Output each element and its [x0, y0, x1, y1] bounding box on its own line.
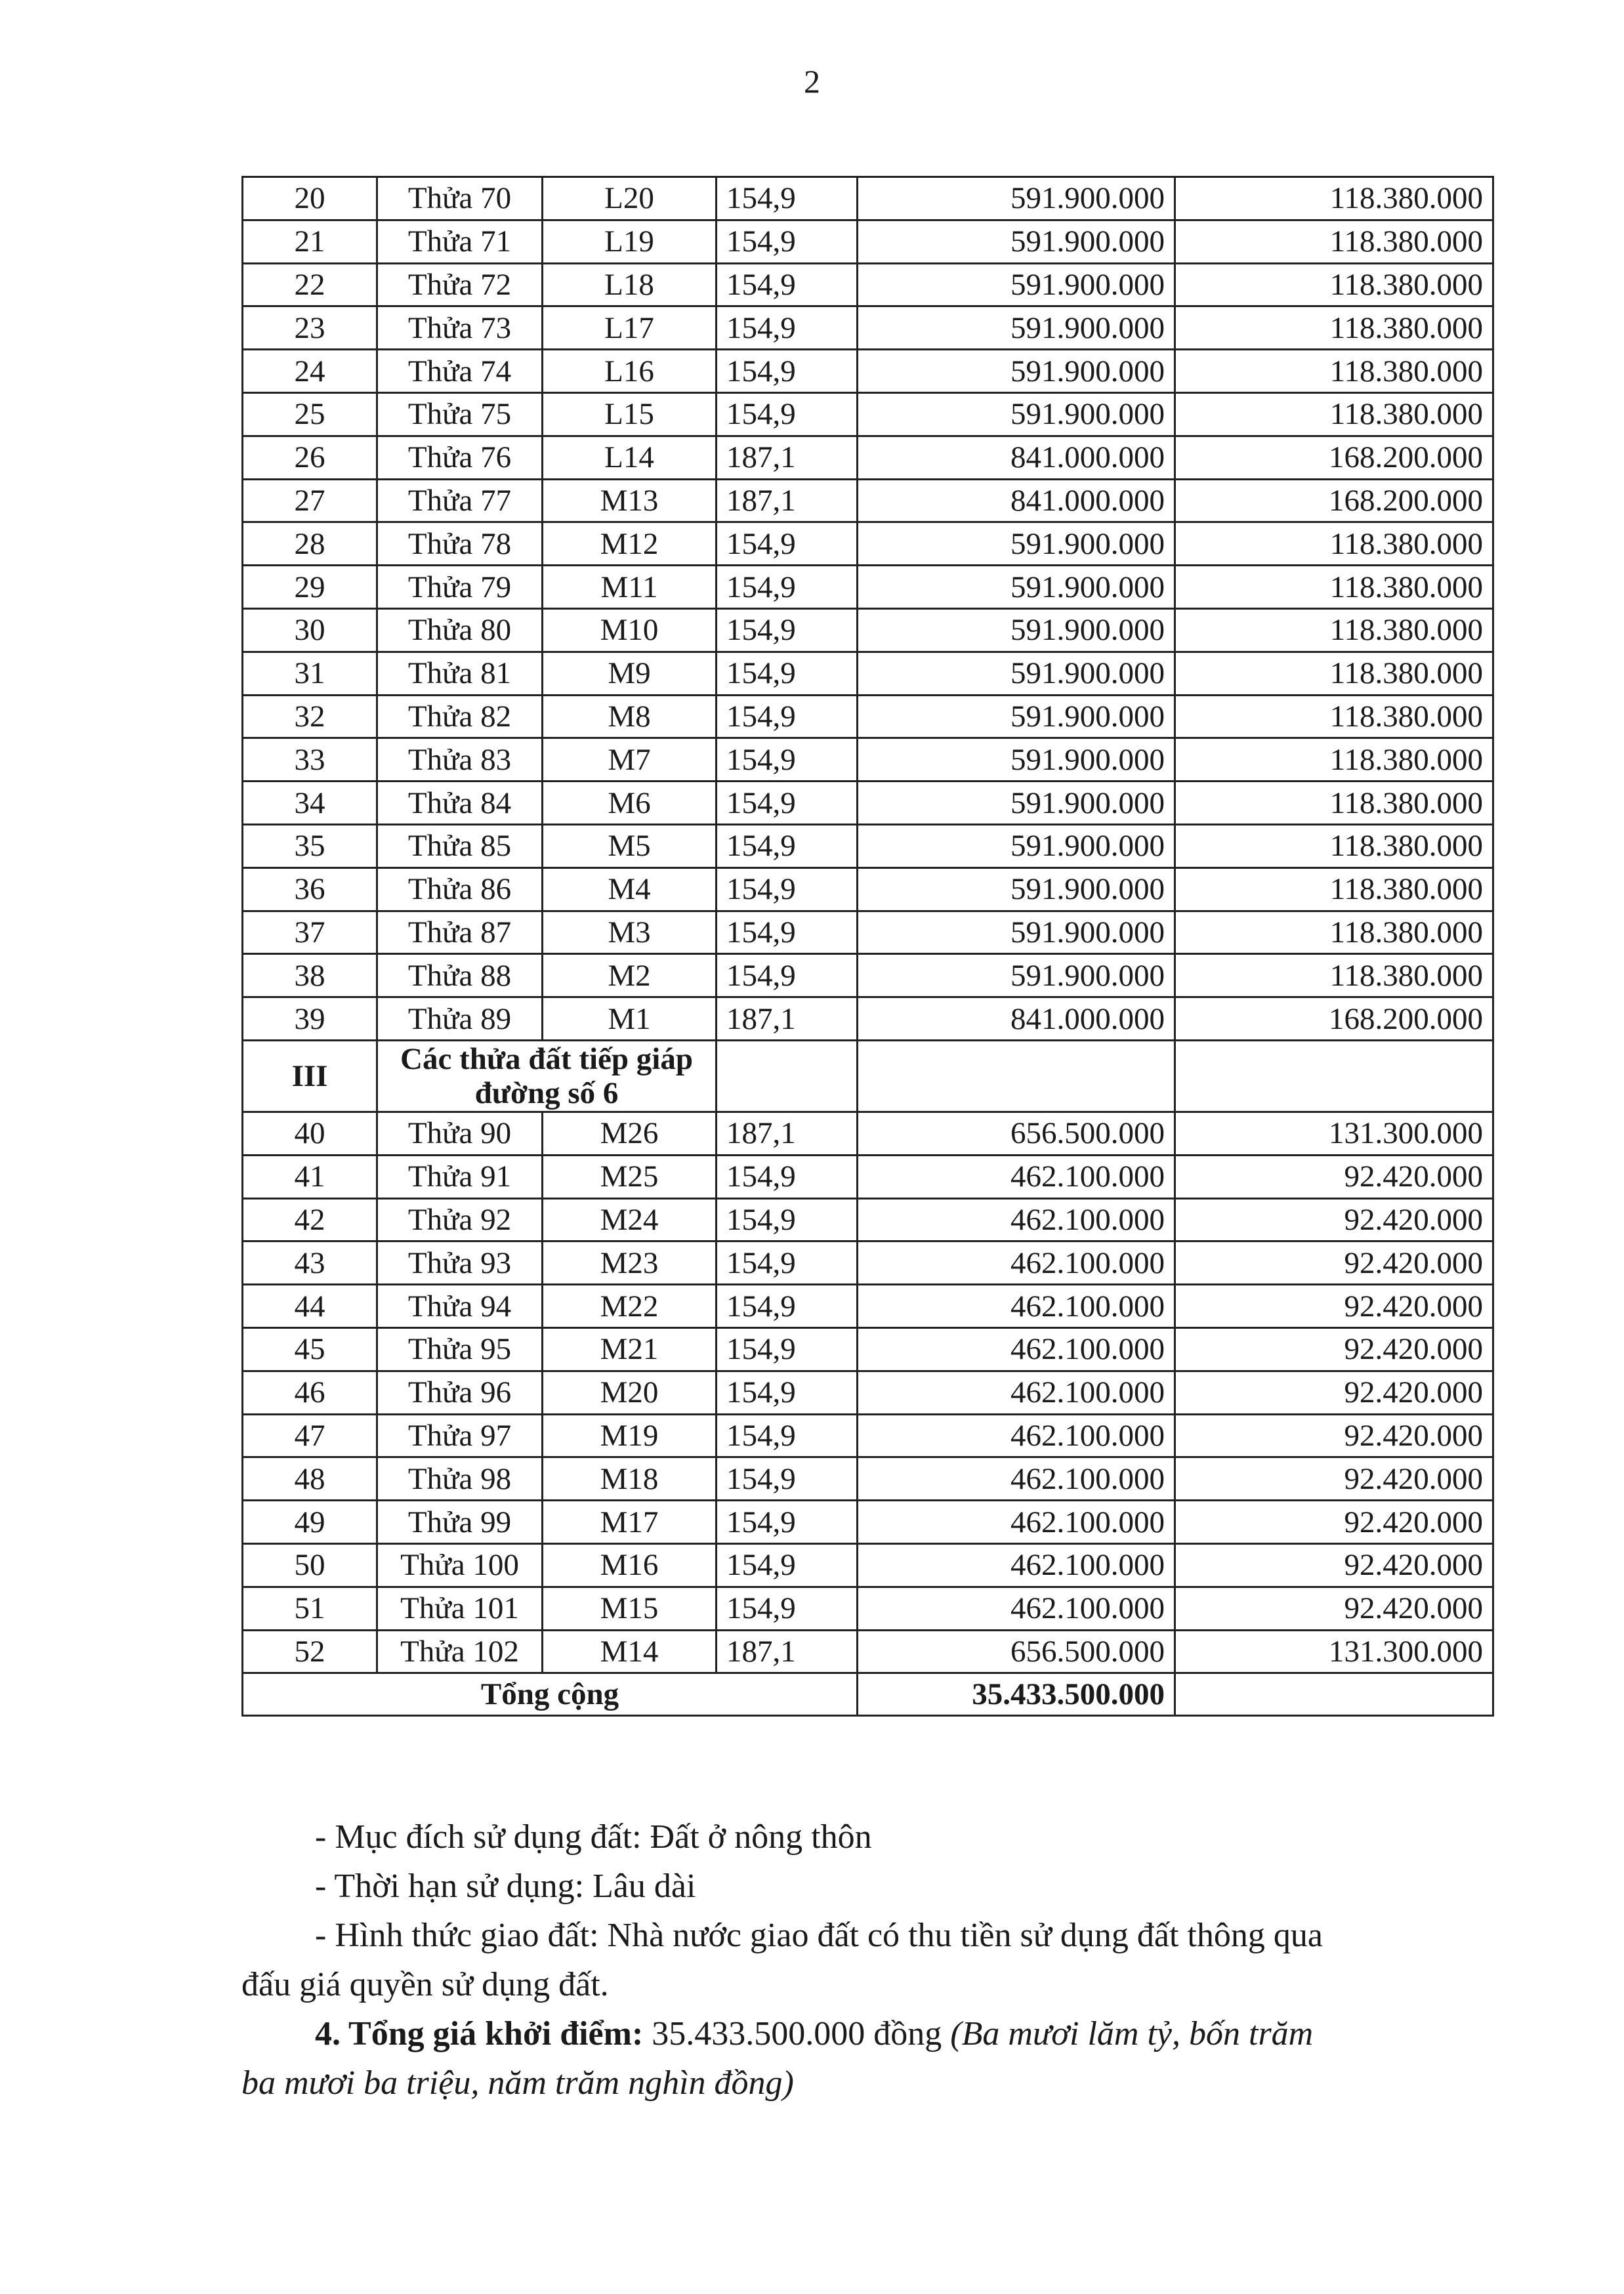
deposit-amount: 168.200.000: [1175, 436, 1493, 479]
row-number: 44: [243, 1285, 377, 1328]
starting-price: 591.900.000: [858, 824, 1175, 867]
lot-code: M17: [543, 1501, 717, 1544]
starting-price: 841.000.000: [858, 436, 1175, 479]
plot-area: 154,9: [717, 1501, 858, 1544]
row-number: 48: [243, 1457, 377, 1501]
plot-area: 154,9: [717, 306, 858, 350]
notes-section: [241, 1812, 1492, 2108]
table-row: [243, 608, 1493, 652]
lot-code: M23: [543, 1241, 717, 1285]
row-number: 35: [243, 824, 377, 867]
plot-area: 154,9: [717, 1371, 858, 1414]
deposit-amount: 118.380.000: [1175, 220, 1493, 263]
row-number: 38: [243, 954, 377, 997]
deposit-amount: 131.300.000: [1175, 1112, 1493, 1155]
lot-code: L16: [543, 350, 717, 393]
table-row: [243, 1371, 1493, 1414]
deposit-amount: 131.300.000: [1175, 1630, 1493, 1673]
section-iii: [243, 1040, 1493, 1112]
starting-price: 591.900.000: [858, 608, 1175, 652]
table-row: [243, 1155, 1493, 1198]
row-number: 46: [243, 1371, 377, 1414]
lot-code: M5: [543, 824, 717, 867]
table-row: [243, 954, 1493, 997]
total-label: Tổng cộng: [243, 1673, 858, 1716]
plot-area: 154,9: [717, 350, 858, 393]
table-body-group-3: [243, 1112, 1493, 1673]
plot-area: 154,9: [717, 1543, 858, 1587]
plot-name: Thửa 89: [377, 997, 543, 1041]
lot-code: M9: [543, 652, 717, 695]
row-number: 26: [243, 436, 377, 479]
plot-area: 154,9: [717, 608, 858, 652]
plot-name: Thửa 70: [377, 177, 543, 220]
plot-name: Thửa 73: [377, 306, 543, 350]
section-code: III: [243, 1040, 377, 1112]
plot-name: Thửa 95: [377, 1327, 543, 1371]
row-number: 42: [243, 1198, 377, 1241]
plot-area: 154,9: [717, 652, 858, 695]
plot-area: 154,9: [717, 824, 858, 867]
lot-code: M4: [543, 867, 717, 911]
lot-code: L15: [543, 392, 717, 436]
plot-area: 154,9: [717, 1587, 858, 1630]
plot-name: Thửa 85: [377, 824, 543, 867]
plot-name: Thửa 80: [377, 608, 543, 652]
plot-name: Thửa 98: [377, 1457, 543, 1501]
plot-name: Thửa 90: [377, 1112, 543, 1155]
plot-area: 187,1: [717, 436, 858, 479]
table-row: [243, 522, 1493, 566]
lot-code: M13: [543, 479, 717, 522]
start-price-words-line1: (Ba mươi lăm tỷ, bốn trăm: [950, 2015, 1314, 2053]
note-purpose: - Mục đích sử dụng đất: Đất ở nông thôn: [315, 1818, 872, 1856]
starting-price: 462.100.000: [858, 1155, 1175, 1198]
plot-area: 154,9: [717, 954, 858, 997]
starting-price: 591.900.000: [858, 782, 1175, 825]
deposit-amount: 118.380.000: [1175, 350, 1493, 393]
lot-code: M2: [543, 954, 717, 997]
deposit-amount: 168.200.000: [1175, 997, 1493, 1041]
row-number: 47: [243, 1414, 377, 1457]
table-row: [243, 220, 1493, 263]
deposit-amount: 118.380.000: [1175, 824, 1493, 867]
deposit-amount: 92.420.000: [1175, 1327, 1493, 1371]
plot-area: 154,9: [717, 177, 858, 220]
lot-code: M11: [543, 566, 717, 609]
plot-name: Thửa 79: [377, 566, 543, 609]
row-number: 45: [243, 1327, 377, 1371]
lot-code: M15: [543, 1587, 717, 1630]
deposit-amount: 92.420.000: [1175, 1155, 1493, 1198]
plot-name: Thửa 93: [377, 1241, 543, 1285]
plot-area: 154,9: [717, 1414, 858, 1457]
table-row: [243, 997, 1493, 1041]
table-row: [243, 867, 1493, 911]
starting-price: 462.100.000: [858, 1241, 1175, 1285]
deposit-amount: 118.380.000: [1175, 782, 1493, 825]
starting-price: 462.100.000: [858, 1285, 1175, 1328]
row-number: 29: [243, 566, 377, 609]
plot-area: 187,1: [717, 479, 858, 522]
plot-name: Thửa 84: [377, 782, 543, 825]
row-number: 33: [243, 738, 377, 782]
row-number: 21: [243, 220, 377, 263]
lot-code: L18: [543, 263, 717, 306]
plot-area: 154,9: [717, 1285, 858, 1328]
starting-price: 656.500.000: [858, 1630, 1175, 1673]
table-row: [243, 306, 1493, 350]
table-row: [243, 177, 1493, 220]
plot-name: Thửa 92: [377, 1198, 543, 1241]
table-row: [243, 1198, 1493, 1241]
starting-price: 462.100.000: [858, 1457, 1175, 1501]
plot-area: 154,9: [717, 1327, 858, 1371]
starting-price: 462.100.000: [858, 1371, 1175, 1414]
lot-code: M7: [543, 738, 717, 782]
row-number: 20: [243, 177, 377, 220]
table-body-group-2: [243, 177, 1493, 1041]
table-row: [243, 738, 1493, 782]
total-section: [243, 1673, 1493, 1716]
row-number: 30: [243, 608, 377, 652]
lot-code: M21: [543, 1327, 717, 1371]
plot-area: 154,9: [717, 1198, 858, 1241]
plot-name: Thửa 74: [377, 350, 543, 393]
plot-name: Thửa 88: [377, 954, 543, 997]
start-price-label: 4. Tổng giá khởi điểm:: [315, 2015, 644, 2053]
starting-price: 591.900.000: [858, 738, 1175, 782]
deposit-amount: 118.380.000: [1175, 867, 1493, 911]
plot-name: Thửa 91: [377, 1155, 543, 1198]
start-price-words-line2: ba mươi ba triệu, năm trăm nghìn đồng): [241, 2064, 794, 2102]
row-number: 41: [243, 1155, 377, 1198]
deposit-amount: 92.420.000: [1175, 1371, 1493, 1414]
land-plot-table: [241, 176, 1494, 1717]
plot-area: 154,9: [717, 263, 858, 306]
plot-name: Thửa 83: [377, 738, 543, 782]
plot-area: 154,9: [717, 867, 858, 911]
plot-area: 187,1: [717, 1112, 858, 1155]
note-form-line1: - Hình thức giao đất: Nhà nước giao đất có thu tiền sử dụng đất thông qua: [315, 1917, 1323, 1954]
plot-name: Thửa 94: [377, 1285, 543, 1328]
starting-price: 591.900.000: [858, 306, 1175, 350]
total-empty: [1175, 1673, 1493, 1716]
starting-price: 591.900.000: [858, 652, 1175, 695]
section-empty-deposit: [1175, 1040, 1493, 1112]
plot-area: 154,9: [717, 1457, 858, 1501]
deposit-amount: 118.380.000: [1175, 566, 1493, 609]
deposit-amount: 118.380.000: [1175, 177, 1493, 220]
starting-price: 591.900.000: [858, 392, 1175, 436]
starting-price: 591.900.000: [858, 695, 1175, 738]
plot-area: 154,9: [717, 911, 858, 954]
deposit-amount: 118.380.000: [1175, 263, 1493, 306]
row-number: 50: [243, 1543, 377, 1587]
note-term: - Thời hạn sử dụng: Lâu dài: [315, 1867, 696, 1905]
starting-price: 591.900.000: [858, 177, 1175, 220]
plot-area: 187,1: [717, 997, 858, 1041]
plot-name: Thửa 102: [377, 1630, 543, 1673]
section-title: Các thửa đất tiếp giáp đường số 6: [377, 1040, 717, 1112]
starting-price: 462.100.000: [858, 1327, 1175, 1371]
section-empty-price: [858, 1040, 1175, 1112]
row-number: 39: [243, 997, 377, 1041]
starting-price: 591.900.000: [858, 867, 1175, 911]
page-number: 2: [804, 63, 820, 100]
table-row: [243, 436, 1493, 479]
starting-price: 462.100.000: [858, 1587, 1175, 1630]
plot-area: 154,9: [717, 392, 858, 436]
table-row: [243, 1241, 1493, 1285]
table-row: [243, 1630, 1493, 1673]
lot-code: M18: [543, 1457, 717, 1501]
lot-code: M6: [543, 782, 717, 825]
plot-area: 154,9: [717, 695, 858, 738]
deposit-amount: 118.380.000: [1175, 695, 1493, 738]
lot-code: M3: [543, 911, 717, 954]
deposit-amount: 92.420.000: [1175, 1285, 1493, 1328]
row-number: 43: [243, 1241, 377, 1285]
start-price-line: [241, 2009, 1492, 2058]
plot-name: Thửa 76: [377, 436, 543, 479]
plot-name: Thửa 82: [377, 695, 543, 738]
lot-code: M26: [543, 1112, 717, 1155]
table-row: [243, 782, 1493, 825]
row-number: 40: [243, 1112, 377, 1155]
deposit-amount: 92.420.000: [1175, 1543, 1493, 1587]
table-row: [243, 263, 1493, 306]
lot-code: M20: [543, 1371, 717, 1414]
plot-name: Thửa 75: [377, 392, 543, 436]
table-row: [243, 350, 1493, 393]
plot-name: Thửa 81: [377, 652, 543, 695]
deposit-amount: 92.420.000: [1175, 1501, 1493, 1544]
lot-code: M10: [543, 608, 717, 652]
row-number: 51: [243, 1587, 377, 1630]
starting-price: 591.900.000: [858, 263, 1175, 306]
starting-price: 591.900.000: [858, 350, 1175, 393]
table-row: [243, 1543, 1493, 1587]
row-number: 37: [243, 911, 377, 954]
deposit-amount: 118.380.000: [1175, 738, 1493, 782]
table-row: [243, 1501, 1493, 1544]
plot-area: 154,9: [717, 522, 858, 566]
deposit-amount: 92.420.000: [1175, 1587, 1493, 1630]
table-row: [243, 1414, 1493, 1457]
row-number: 49: [243, 1501, 377, 1544]
lot-code: M19: [543, 1414, 717, 1457]
plot-area: 154,9: [717, 566, 858, 609]
deposit-amount: 118.380.000: [1175, 652, 1493, 695]
table-row: [243, 1587, 1493, 1630]
starting-price: 462.100.000: [858, 1414, 1175, 1457]
row-number: 27: [243, 479, 377, 522]
starting-price: 841.000.000: [858, 479, 1175, 522]
deposit-amount: 92.420.000: [1175, 1457, 1493, 1501]
deposit-amount: 118.380.000: [1175, 306, 1493, 350]
row-number: 34: [243, 782, 377, 825]
table-row: [243, 392, 1493, 436]
plot-area: 154,9: [717, 220, 858, 263]
row-number: 23: [243, 306, 377, 350]
starting-price: 462.100.000: [858, 1543, 1175, 1587]
deposit-amount: 118.380.000: [1175, 911, 1493, 954]
deposit-amount: 168.200.000: [1175, 479, 1493, 522]
table-row: [243, 911, 1493, 954]
lot-code: M12: [543, 522, 717, 566]
deposit-amount: 118.380.000: [1175, 954, 1493, 997]
plot-name: Thửa 77: [377, 479, 543, 522]
lot-code: L20: [543, 177, 717, 220]
table-row: [243, 824, 1493, 867]
deposit-amount: 118.380.000: [1175, 522, 1493, 566]
plot-area: 187,1: [717, 1630, 858, 1673]
lot-code: M14: [543, 1630, 717, 1673]
deposit-amount: 118.380.000: [1175, 608, 1493, 652]
deposit-amount: 92.420.000: [1175, 1241, 1493, 1285]
plot-area: 154,9: [717, 738, 858, 782]
plot-name: Thửa 99: [377, 1501, 543, 1544]
note-form-line2: đấu giá quyền sử dụng đất.: [241, 1966, 609, 2003]
lot-code: M16: [543, 1543, 717, 1587]
starting-price: 841.000.000: [858, 997, 1175, 1041]
row-number: 52: [243, 1630, 377, 1673]
plot-name: Thửa 96: [377, 1371, 543, 1414]
lot-code: L17: [543, 306, 717, 350]
lot-code: M8: [543, 695, 717, 738]
deposit-amount: 92.420.000: [1175, 1414, 1493, 1457]
plot-name: Thửa 97: [377, 1414, 543, 1457]
section-header-row: [243, 1040, 1493, 1112]
table-row: [243, 479, 1493, 522]
row-number: 24: [243, 350, 377, 393]
table-row: [243, 1457, 1493, 1501]
plot-name: Thửa 71: [377, 220, 543, 263]
starting-price: 591.900.000: [858, 220, 1175, 263]
plot-name: Thửa 86: [377, 867, 543, 911]
plot-area: 154,9: [717, 1155, 858, 1198]
lot-code: M22: [543, 1285, 717, 1328]
row-number: 22: [243, 263, 377, 306]
plot-area: 154,9: [717, 782, 858, 825]
plot-name: Thửa 78: [377, 522, 543, 566]
plot-name: Thửa 100: [377, 1543, 543, 1587]
starting-price: 656.500.000: [858, 1112, 1175, 1155]
plot-name: Thửa 101: [377, 1587, 543, 1630]
deposit-amount: 92.420.000: [1175, 1198, 1493, 1241]
starting-price: 591.900.000: [858, 954, 1175, 997]
table-row: [243, 566, 1493, 609]
section-empty-area: [717, 1040, 858, 1112]
deposit-amount: 118.380.000: [1175, 392, 1493, 436]
table-row: [243, 652, 1493, 695]
total-row: [243, 1673, 1493, 1716]
starting-price: 591.900.000: [858, 911, 1175, 954]
total-value: 35.433.500.000: [858, 1673, 1175, 1716]
row-number: 32: [243, 695, 377, 738]
lot-code: L19: [543, 220, 717, 263]
plot-name: Thửa 72: [377, 263, 543, 306]
starting-price: 591.900.000: [858, 522, 1175, 566]
row-number: 36: [243, 867, 377, 911]
plot-area: 154,9: [717, 1241, 858, 1285]
row-number: 28: [243, 522, 377, 566]
starting-price: 462.100.000: [858, 1501, 1175, 1544]
row-number: 31: [243, 652, 377, 695]
start-price-value: 35.433.500.000 đồng: [643, 2015, 951, 2053]
table-row: [243, 1327, 1493, 1371]
starting-price: 591.900.000: [858, 566, 1175, 609]
table-row: [243, 1112, 1493, 1155]
row-number: 25: [243, 392, 377, 436]
starting-price: 462.100.000: [858, 1198, 1175, 1241]
lot-code: M25: [543, 1155, 717, 1198]
lot-code: M24: [543, 1198, 717, 1241]
table-row: [243, 1285, 1493, 1328]
lot-code: L14: [543, 436, 717, 479]
table-row: [243, 695, 1493, 738]
lot-code: M1: [543, 997, 717, 1041]
plot-name: Thửa 87: [377, 911, 543, 954]
